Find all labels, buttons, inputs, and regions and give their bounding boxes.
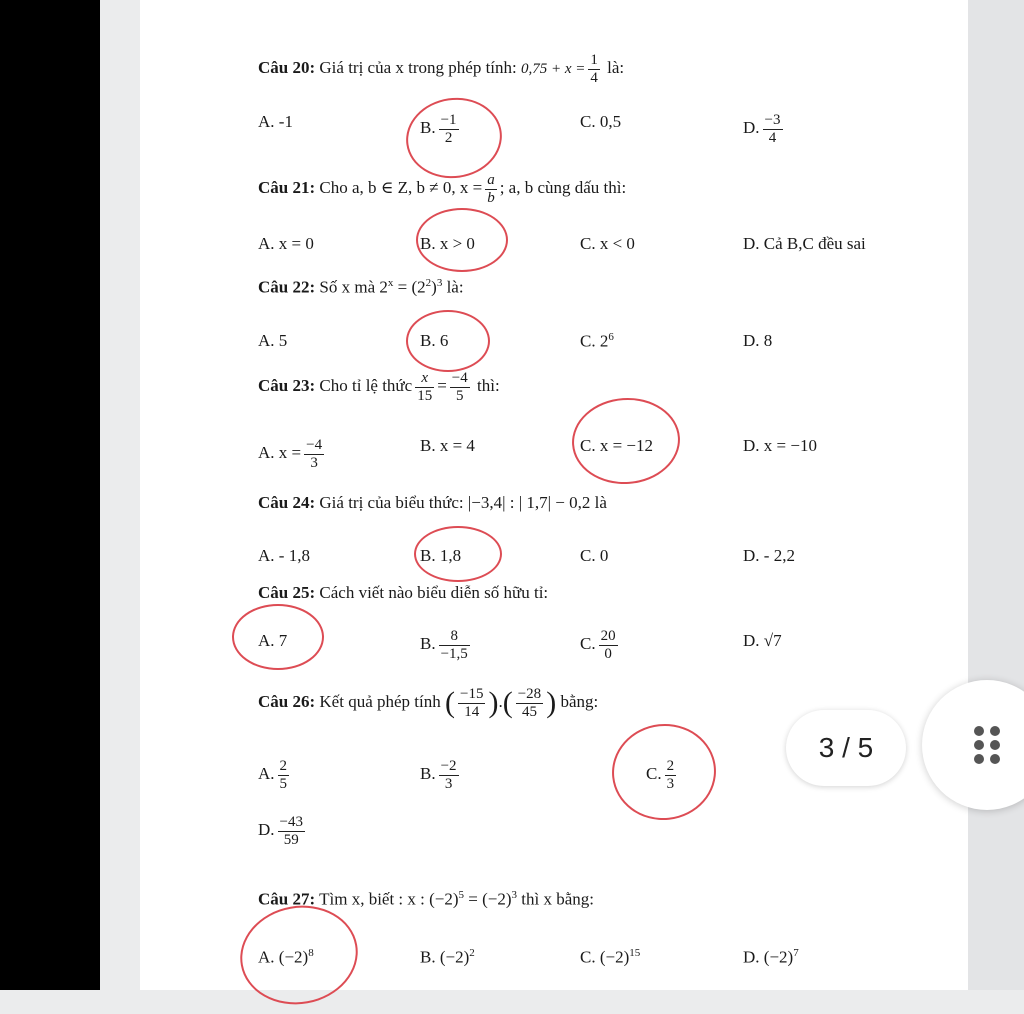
option-22-b[interactable]: B. 6 (420, 331, 449, 350)
option-25-b[interactable]: B. $\frac{8}{-1,5}$ (420, 628, 468, 662)
option-26-c[interactable]: C. $\frac{2}{3}$ (646, 758, 675, 792)
option-26-a[interactable]: A. $\frac{2}{5}$ (258, 758, 288, 792)
question-label: Câu 26: (258, 691, 316, 711)
question-tail: là: (607, 57, 625, 77)
option-20-a[interactable]: A. -1 (258, 112, 293, 131)
question-20 (258, 52, 624, 86)
option-20-c[interactable]: C. 0,5 (580, 112, 622, 131)
option-27-b[interactable]: B. $(-2)^2$ (420, 947, 475, 967)
option-26-b[interactable]: B. $\frac{-2}{3}$ (420, 758, 457, 792)
option-24-a[interactable]: A. - 1,8 (258, 546, 310, 565)
option-22-c[interactable]: C. $2^6$ (580, 331, 614, 351)
question-24: Câu 24: Giá trị của biểu thức: |−3,4| : | 1,7| − 0,2 là (258, 493, 607, 512)
question-23: Câu 23: Cho tỉ lệ thức $\frac{x}{15}$ = $\frac{-4}{5}$ thì: (258, 370, 500, 404)
option-23-b[interactable]: B. x = 4 (420, 436, 475, 455)
option-21-a[interactable]: A. x = 0 (258, 234, 314, 253)
question-label: Câu 24: (258, 493, 316, 512)
question-label: Câu 27: (258, 889, 316, 909)
option-26-d[interactable]: D. $\frac{-43}{59}$ (258, 814, 303, 848)
option-25-a[interactable]: A. 7 (258, 631, 288, 650)
question-label: Câu 20: (258, 57, 316, 77)
question-tail: ; a, b cùng dấu thì: (499, 177, 627, 197)
question-text: Giá trị của x trong phép tính: (319, 57, 517, 77)
option-24-c[interactable]: C. 0 (580, 546, 609, 565)
question-21 (258, 172, 626, 206)
question-expr: 0,75 + x = (521, 60, 586, 77)
option-23-a[interactable]: A. x = $\frac{-4}{3}$ (258, 437, 323, 471)
fraction: $\frac{1}{4}$ (590, 52, 598, 86)
question-text: Cho a, b ∈ Z, b ≠ 0, x = (319, 177, 483, 197)
option-25-d[interactable]: D. √7 (743, 631, 782, 650)
question-label: Câu 21: (258, 177, 316, 197)
option-25-c[interactable]: C. $\frac{20}{0}$ (580, 628, 616, 662)
option-23-c[interactable]: C. x = −12 (580, 436, 654, 455)
option-22-d[interactable]: D. 8 (743, 331, 773, 350)
question-26: Câu 26: Kết quả phép tính ( $\frac{-15}{14}$ ).( $\frac{-28}{45}$ ) bằng: (258, 686, 599, 720)
document-page (140, 0, 968, 990)
question-label: Câu 25: (258, 583, 316, 602)
question-label: Câu 23: (258, 375, 316, 395)
grid-dots-icon (974, 726, 1004, 766)
question-27: Câu 27: Tìm x, biết : x : $(-2)^5 = (-2)^3$ thì x bằng: (258, 889, 595, 909)
option-21-d[interactable]: D. Cả B,C đều sai (743, 234, 866, 253)
fraction: $\frac{a}{b}$ (487, 172, 495, 206)
option-21-b[interactable]: B. x > 0 (420, 234, 475, 253)
option-20-d[interactable]: D. $\frac{-3}{4}$ (743, 112, 781, 146)
left-black-bar (0, 0, 100, 990)
option-27-c[interactable]: C. $(-2)^{15}$ (580, 947, 641, 967)
option-20-b[interactable]: B. $\frac{-1}{2}$ (420, 112, 457, 146)
option-24-d[interactable]: D. - 2,2 (743, 546, 795, 565)
option-27-a[interactable]: A. $(-2)^8$ (258, 947, 314, 967)
option-24-b[interactable]: B. 1,8 (420, 546, 462, 565)
question-25: Câu 25: Cách viết nào biểu diễn số hữu tỉ: (258, 583, 549, 602)
option-23-d[interactable]: D. x = −10 (743, 436, 817, 455)
question-label: Câu 22: (258, 277, 316, 297)
option-21-c[interactable]: C. x < 0 (580, 234, 635, 253)
page-indicator (786, 710, 906, 786)
option-27-d[interactable]: D. $(-2)^7$ (743, 947, 799, 967)
option-22-a[interactable]: A. 5 (258, 331, 288, 350)
question-22: Câu 22: Số x mà $2^x = (2^2)^3$ là: (258, 277, 464, 297)
page-indicator-text: 3 / 5 (818, 732, 874, 763)
right-gutter (968, 0, 1024, 990)
